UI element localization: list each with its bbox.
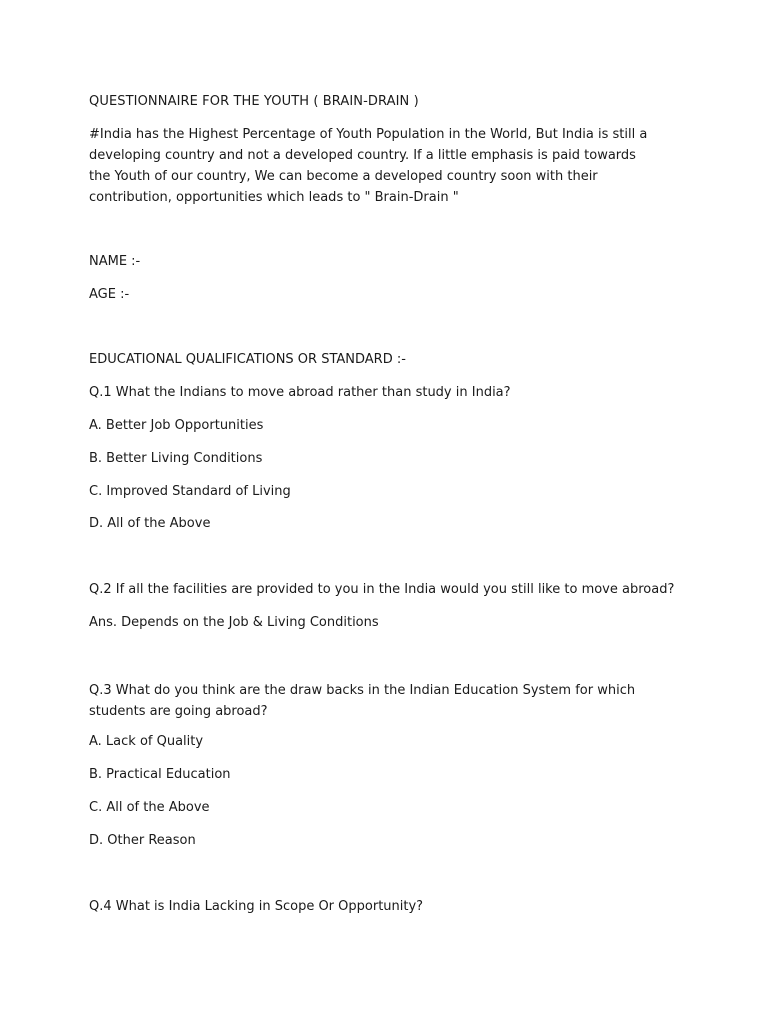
question-3-option-c: C. All of the Above — [89, 800, 210, 815]
document-title: QUESTIONNAIRE FOR THE YOUTH ( BRAIN-DRAIN ) — [89, 94, 419, 109]
question-1-option-b: B. Better Living Conditions — [89, 451, 263, 466]
question-3-option-d: D. Other Reason — [89, 833, 196, 848]
age-field-label: AGE :- — [89, 287, 130, 302]
question-1-option-d: D. All of the Above — [89, 516, 211, 531]
education-field-label: EDUCATIONAL QUALIFICATIONS OR STANDARD :- — [89, 352, 406, 367]
question-2: Q.2 If all the facilities are provided to you in the India would you still like to move abroad? — [89, 582, 675, 597]
question-1: Q.1 What the Indians to move abroad rather than study in India? — [89, 385, 511, 400]
question-3-option-b: B. Practical Education — [89, 767, 231, 782]
question-2-answer: Ans. Depends on the Job & Living Conditions — [89, 615, 379, 630]
question-3-option-a: A. Lack of Quality — [89, 734, 204, 749]
intro-paragraph: #India has the Highest Percentage of Youth Population in the World, But India is still a developing country and not a developed country. If a little emphasis is paid towards the Youth of our country, We can become a developed country soon with their contribution, opportunities which leads to " Brain-Drain " — [89, 127, 648, 205]
question-3: Q.3 What do you think are the draw backs in the Indian Education System for which students are going abroad? — [89, 683, 636, 719]
question-1-option-c: C. Improved Standard of Living — [89, 484, 291, 499]
name-field-label: NAME :- — [89, 254, 141, 269]
question-1-option-a: A. Better Job Opportunities — [89, 418, 264, 433]
question-4: Q.4 What is India Lacking in Scope Or Opportunity? — [89, 899, 424, 914]
